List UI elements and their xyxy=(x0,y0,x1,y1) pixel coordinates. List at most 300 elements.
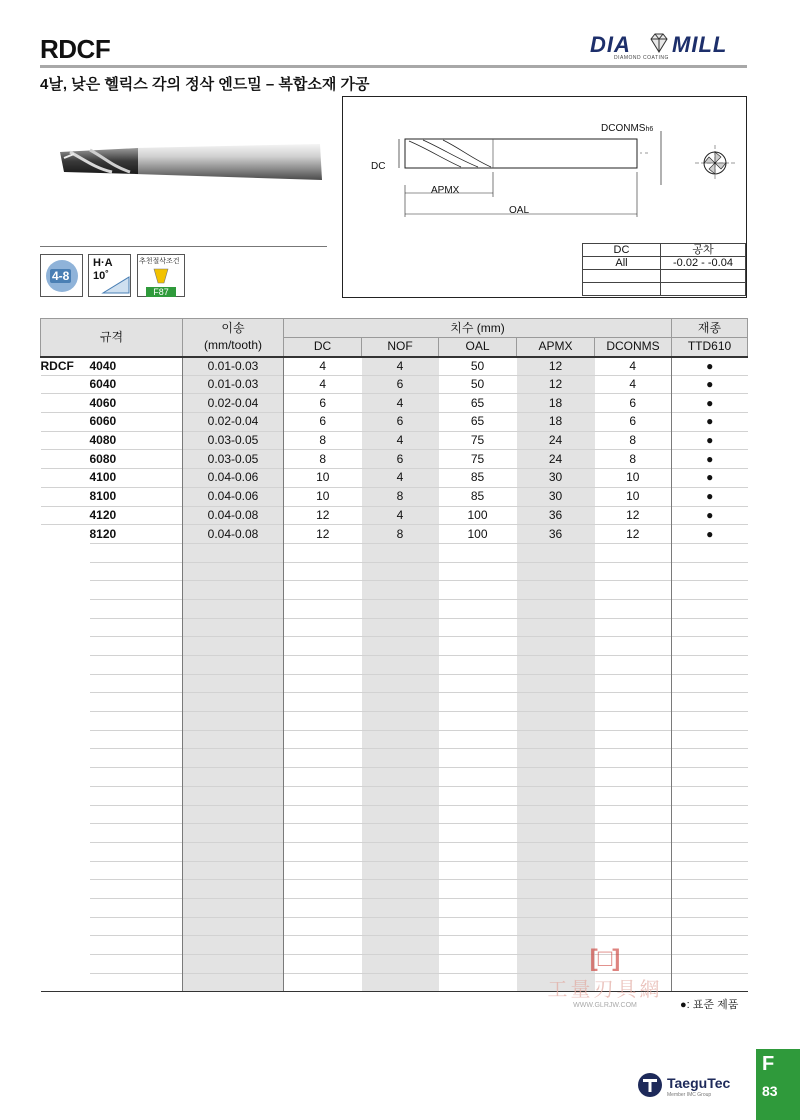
diamond-icon xyxy=(648,32,670,54)
oal-cell xyxy=(439,618,517,637)
tolerance-header-tol: 공차 xyxy=(660,244,745,257)
dc-cell xyxy=(284,656,362,675)
feed-cell xyxy=(183,936,284,955)
code-cell xyxy=(90,656,183,675)
apmx-cell xyxy=(517,712,595,731)
code-cell xyxy=(90,749,183,768)
recommend-page-ref[interactable]: F87 xyxy=(146,287,176,297)
code-cell xyxy=(90,581,183,600)
dconms-cell: 4 xyxy=(595,357,672,376)
nof-cell: 8 xyxy=(362,487,439,506)
diamill-logo xyxy=(586,28,748,62)
ttd610-cell xyxy=(672,581,748,600)
oal-cell xyxy=(439,768,517,787)
table-row xyxy=(41,469,748,488)
apmx-cell: 24 xyxy=(517,450,595,469)
header-dc: DC xyxy=(284,338,362,357)
header-feed xyxy=(183,319,284,357)
oal-cell xyxy=(439,730,517,749)
code-cell xyxy=(90,805,183,824)
oal-cell xyxy=(439,562,517,581)
empty-row xyxy=(41,656,748,675)
oal-cell xyxy=(439,637,517,656)
watermark-url: WWW.GLRJW.COM xyxy=(573,1002,637,1009)
tolerance-header-row xyxy=(583,244,746,257)
feed-cell: 0.04-0.06 xyxy=(183,487,284,506)
oal-cell: 65 xyxy=(439,413,517,432)
dconms-cell xyxy=(595,824,672,843)
endmill-photo xyxy=(50,130,330,190)
oal-cell xyxy=(439,749,517,768)
tolerance-value-cell xyxy=(660,283,745,296)
feed-cell xyxy=(183,786,284,805)
empty-row xyxy=(41,898,748,917)
apmx-cell: 36 xyxy=(517,525,595,544)
dconms-cell: 4 xyxy=(595,375,672,394)
dc-cell xyxy=(284,880,362,899)
nof-cell: 4 xyxy=(362,506,439,525)
ttd610-cell xyxy=(672,880,748,899)
apmx-cell xyxy=(517,786,595,805)
dconms-cell xyxy=(595,730,672,749)
page-title: RDCF xyxy=(40,34,111,64)
ttd610-cell: ● xyxy=(672,413,748,432)
ttd610-cell xyxy=(672,898,748,917)
feed-cell xyxy=(183,805,284,824)
apmx-cell xyxy=(517,543,595,562)
ttd610-cell xyxy=(672,955,748,974)
code-cell xyxy=(90,674,183,693)
apmx-cell xyxy=(517,805,595,824)
apmx-cell xyxy=(517,768,595,787)
dc-cell xyxy=(284,917,362,936)
nof-cell xyxy=(362,824,439,843)
feed-cell: 0.04-0.08 xyxy=(183,525,284,544)
nof-cell xyxy=(362,955,439,974)
dconms-cell xyxy=(595,768,672,787)
oal-cell xyxy=(439,973,517,992)
dc-cell: 10 xyxy=(284,487,362,506)
product-subtitle: 4날, 낮은 헬릭스 각의 정삭 엔드밀 – 복합소재 가공 xyxy=(40,76,370,93)
code-cell: 6080 xyxy=(90,450,183,469)
feed-cell xyxy=(183,917,284,936)
watermark-logo-icon: [□] xyxy=(589,945,621,972)
dc-cell: 4 xyxy=(284,375,362,394)
feed-cell xyxy=(183,973,284,992)
feed-cell: 0.02-0.04 xyxy=(183,394,284,413)
ttd610-cell xyxy=(672,936,748,955)
empty-row xyxy=(41,861,748,880)
dconms-cell: 6 xyxy=(595,413,672,432)
dconms-label xyxy=(601,123,653,134)
tolerance-table xyxy=(582,243,746,296)
model-cell xyxy=(41,898,90,917)
dconms-cell xyxy=(595,712,672,731)
apmx-cell xyxy=(517,749,595,768)
angle-wedge-icon xyxy=(89,255,132,298)
code-cell: 4040 xyxy=(90,357,183,376)
dc-cell xyxy=(284,936,362,955)
feed-cell xyxy=(183,861,284,880)
oal-cell: 75 xyxy=(439,431,517,450)
dc-cell xyxy=(284,730,362,749)
model-cell xyxy=(41,431,90,450)
table-row xyxy=(41,450,748,469)
nof-cell xyxy=(362,543,439,562)
dconms-cell xyxy=(595,861,672,880)
apmx-cell: 30 xyxy=(517,469,595,488)
oal-cell: 50 xyxy=(439,375,517,394)
table-header-row xyxy=(41,319,748,338)
dconms-cell: 10 xyxy=(595,487,672,506)
dc-cell xyxy=(284,805,362,824)
code-cell xyxy=(90,693,183,712)
watermark xyxy=(540,945,670,1015)
model-cell xyxy=(41,674,90,693)
feed-cell xyxy=(183,543,284,562)
page-section-tab xyxy=(756,1049,800,1120)
ttd610-cell xyxy=(672,973,748,992)
apmx-label: APMX xyxy=(431,185,460,196)
dconms-cell xyxy=(595,880,672,899)
model-cell xyxy=(41,973,90,992)
empty-row xyxy=(41,842,748,861)
ttd610-cell xyxy=(672,786,748,805)
dconms-cell: 8 xyxy=(595,450,672,469)
dc-cell: 6 xyxy=(284,394,362,413)
nof-cell xyxy=(362,730,439,749)
watermark-text: 工量刃具網 xyxy=(547,979,663,1001)
ttd610-cell: ● xyxy=(672,525,748,544)
apmx-cell: 24 xyxy=(517,431,595,450)
nof-cell xyxy=(362,805,439,824)
model-cell: RDCF xyxy=(41,357,90,376)
oal-cell xyxy=(439,898,517,917)
dc-cell xyxy=(284,562,362,581)
oal-cell: 100 xyxy=(439,506,517,525)
header-dconms: DCONMS xyxy=(595,338,672,357)
ttd610-cell: ● xyxy=(672,487,748,506)
code-cell xyxy=(90,618,183,637)
helix-angle-icon xyxy=(88,254,131,297)
dconms-cell xyxy=(595,842,672,861)
feed-cell xyxy=(183,581,284,600)
header-feed-label: 이송 xyxy=(221,321,245,336)
nof-cell xyxy=(362,618,439,637)
table-row xyxy=(41,431,748,450)
dc-cell xyxy=(284,861,362,880)
dconms-cell: 8 xyxy=(595,431,672,450)
empty-row xyxy=(41,917,748,936)
nof-cell xyxy=(362,842,439,861)
model-cell xyxy=(41,656,90,675)
dconms-cell: 12 xyxy=(595,525,672,544)
code-cell xyxy=(90,898,183,917)
header-divider xyxy=(40,65,747,68)
feed-cell xyxy=(183,768,284,787)
dc-cell xyxy=(284,637,362,656)
feed-cell xyxy=(183,898,284,917)
dc-cell xyxy=(284,599,362,618)
tolerance-value-cell: -0.02 - -0.04 xyxy=(660,257,745,270)
ttd610-cell: ● xyxy=(672,394,748,413)
apmx-cell: 12 xyxy=(517,357,595,376)
product-spec-table xyxy=(40,318,748,992)
apmx-cell xyxy=(517,730,595,749)
dc-cell: 12 xyxy=(284,506,362,525)
header-dimensions: 치수 (mm) xyxy=(284,319,672,338)
icons-divider xyxy=(40,246,327,247)
header-nof: NOF xyxy=(362,338,439,357)
section-letter: F xyxy=(762,1053,775,1075)
table-row xyxy=(41,394,748,413)
oal-cell xyxy=(439,712,517,731)
model-cell xyxy=(41,955,90,974)
empty-row xyxy=(41,712,748,731)
dc-cell: 12 xyxy=(284,525,362,544)
feed-cell: 0.02-0.04 xyxy=(183,413,284,432)
dconms-cell xyxy=(595,543,672,562)
ttd610-cell xyxy=(672,543,748,562)
oal-cell xyxy=(439,955,517,974)
table-row xyxy=(41,487,748,506)
model-cell xyxy=(41,637,90,656)
oal-cell xyxy=(439,861,517,880)
feed-cell xyxy=(183,712,284,731)
taegutec-emblem-icon xyxy=(637,1072,663,1098)
ttd610-cell xyxy=(672,618,748,637)
code-cell xyxy=(90,712,183,731)
ttd610-cell xyxy=(672,917,748,936)
oal-cell: 50 xyxy=(439,357,517,376)
nof-cell: 4 xyxy=(362,469,439,488)
recommend-conditions-icon[interactable] xyxy=(137,254,185,297)
oal-cell: 65 xyxy=(439,394,517,413)
empty-row xyxy=(41,786,748,805)
oal-cell xyxy=(439,936,517,955)
oal-cell xyxy=(439,917,517,936)
model-cell xyxy=(41,469,90,488)
feed-cell: 0.03-0.05 xyxy=(183,450,284,469)
model-cell xyxy=(41,805,90,824)
dconms-cell xyxy=(595,805,672,824)
nof-cell xyxy=(362,637,439,656)
code-cell: 4080 xyxy=(90,431,183,450)
nof-cell xyxy=(362,786,439,805)
feed-cell: 0.03-0.05 xyxy=(183,431,284,450)
nof-cell xyxy=(362,749,439,768)
apmx-cell xyxy=(517,562,595,581)
feed-cell xyxy=(183,730,284,749)
header-spec: 규격 xyxy=(41,319,183,357)
tolerance-row xyxy=(583,270,746,283)
ttd610-cell xyxy=(672,599,748,618)
oal-cell xyxy=(439,805,517,824)
dconms-tolerance: h6 xyxy=(645,126,654,133)
table-row xyxy=(41,413,748,432)
dc-cell xyxy=(284,618,362,637)
dconms-cell xyxy=(595,917,672,936)
ttd610-cell xyxy=(672,674,748,693)
apmx-cell xyxy=(517,842,595,861)
dc-cell: 4 xyxy=(284,357,362,376)
feed-cell xyxy=(183,880,284,899)
empty-row xyxy=(41,599,748,618)
ttd610-cell: ● xyxy=(672,357,748,376)
ttd610-cell xyxy=(672,805,748,824)
nof-cell xyxy=(362,898,439,917)
dconms-cell xyxy=(595,656,672,675)
nof-cell xyxy=(362,936,439,955)
feed-cell xyxy=(183,955,284,974)
tolerance-row xyxy=(583,283,746,296)
nof-cell xyxy=(362,599,439,618)
feed-cell xyxy=(183,562,284,581)
header-ttd610: TTD610 xyxy=(672,338,748,357)
dc-cell xyxy=(284,786,362,805)
header-feed-unit: (mm/tooth) xyxy=(203,338,262,353)
feed-cell xyxy=(183,656,284,675)
model-cell xyxy=(41,375,90,394)
nof-cell xyxy=(362,768,439,787)
apmx-cell xyxy=(517,674,595,693)
dconms-cell xyxy=(595,693,672,712)
apmx-cell xyxy=(517,618,595,637)
page-number: 83 xyxy=(762,1083,778,1099)
table-row xyxy=(41,357,748,376)
code-cell xyxy=(90,562,183,581)
ttd610-cell xyxy=(672,693,748,712)
apmx-cell: 30 xyxy=(517,487,595,506)
feed-cell xyxy=(183,693,284,712)
code-cell xyxy=(90,768,183,787)
dc-label: DC xyxy=(371,161,386,172)
tolerance-header-dc: DC xyxy=(583,244,661,257)
header-material: 재종 xyxy=(672,319,748,338)
model-cell xyxy=(41,599,90,618)
feed-cell: 0.04-0.06 xyxy=(183,469,284,488)
dc-cell xyxy=(284,824,362,843)
nof-cell xyxy=(362,880,439,899)
ttd610-cell xyxy=(672,730,748,749)
oal-cell xyxy=(439,880,517,899)
dc-cell xyxy=(284,543,362,562)
code-cell: 6060 xyxy=(90,413,183,432)
empty-row xyxy=(41,749,748,768)
model-cell xyxy=(41,730,90,749)
feed-cell xyxy=(183,618,284,637)
model-cell xyxy=(41,394,90,413)
model-cell xyxy=(41,786,90,805)
empty-row xyxy=(41,824,748,843)
empty-row xyxy=(41,581,748,600)
code-cell xyxy=(90,861,183,880)
header-oal: OAL xyxy=(439,338,517,357)
code-cell xyxy=(90,842,183,861)
apmx-cell xyxy=(517,917,595,936)
apmx-cell xyxy=(517,898,595,917)
table-row xyxy=(41,506,748,525)
apmx-cell xyxy=(517,599,595,618)
ttd610-cell xyxy=(672,824,748,843)
oal-cell xyxy=(439,543,517,562)
dconms-cell xyxy=(595,898,672,917)
nof-cell: 4 xyxy=(362,357,439,376)
apmx-cell xyxy=(517,656,595,675)
flutes-count: 4-8 xyxy=(52,269,70,283)
feed-cell xyxy=(183,637,284,656)
feed-cell: 0.04-0.08 xyxy=(183,506,284,525)
nof-cell: 8 xyxy=(362,525,439,544)
code-cell xyxy=(90,973,183,992)
empty-row xyxy=(41,674,748,693)
dc-cell xyxy=(284,973,362,992)
ttd610-cell: ● xyxy=(672,506,748,525)
ttd610-cell xyxy=(672,562,748,581)
feed-cell: 0.01-0.03 xyxy=(183,375,284,394)
dc-cell xyxy=(284,749,362,768)
code-cell: 4100 xyxy=(90,469,183,488)
ttd610-cell xyxy=(672,712,748,731)
ttd610-cell: ● xyxy=(672,431,748,450)
code-cell xyxy=(90,955,183,974)
ttd610-cell: ● xyxy=(672,375,748,394)
dc-cell: 6 xyxy=(284,413,362,432)
empty-row xyxy=(41,562,748,581)
model-cell xyxy=(41,842,90,861)
oal-cell xyxy=(439,693,517,712)
dc-cell: 10 xyxy=(284,469,362,488)
code-cell: 4060 xyxy=(90,394,183,413)
spec-table-body xyxy=(41,357,748,992)
empty-row xyxy=(41,805,748,824)
oal-cell xyxy=(439,599,517,618)
empty-row xyxy=(41,730,748,749)
dconms-cell xyxy=(595,674,672,693)
model-cell xyxy=(41,861,90,880)
nof-cell xyxy=(362,861,439,880)
oal-cell xyxy=(439,656,517,675)
empty-row xyxy=(41,693,748,712)
ttd610-cell xyxy=(672,842,748,861)
model-cell xyxy=(41,450,90,469)
feed-cell xyxy=(183,749,284,768)
dc-cell xyxy=(284,712,362,731)
oal-cell xyxy=(439,824,517,843)
empty-row xyxy=(41,618,748,637)
apmx-cell: 18 xyxy=(517,413,595,432)
logo-text-right: MILL xyxy=(672,32,728,57)
ttd610-cell xyxy=(672,749,748,768)
ttd610-cell xyxy=(672,656,748,675)
model-cell xyxy=(41,936,90,955)
brand-name: TaeguTec xyxy=(667,1075,731,1091)
nof-cell xyxy=(362,917,439,936)
model-cell xyxy=(41,618,90,637)
apmx-cell xyxy=(517,581,595,600)
footnote: ●: 표준 제품 xyxy=(680,999,739,1011)
dc-cell xyxy=(284,768,362,787)
oal-cell: 100 xyxy=(439,525,517,544)
dconms-cell xyxy=(595,562,672,581)
nof-cell xyxy=(362,562,439,581)
model-cell xyxy=(41,824,90,843)
nof-cell: 6 xyxy=(362,375,439,394)
oal-cell xyxy=(439,674,517,693)
code-cell xyxy=(90,936,183,955)
model-cell xyxy=(41,712,90,731)
empty-row xyxy=(41,637,748,656)
